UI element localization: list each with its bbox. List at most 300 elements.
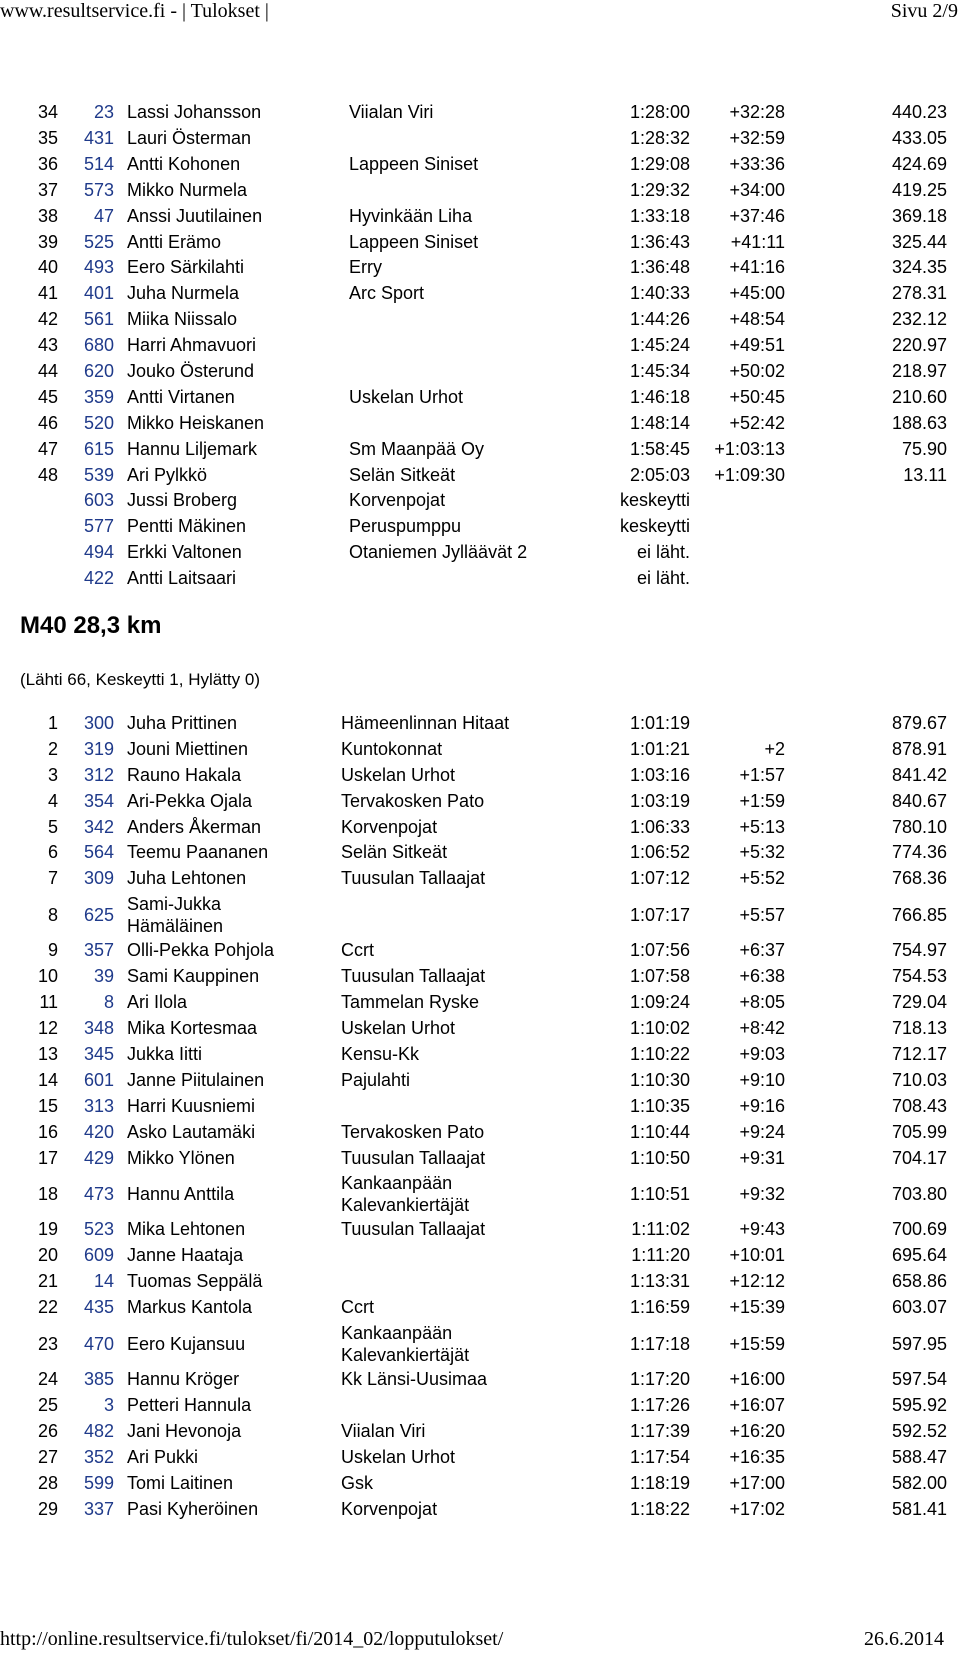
position-cell: 5 — [47, 817, 58, 837]
finish-time-cell: 2:05:03 — [629, 465, 690, 485]
finish-time-cell: keskeytti — [619, 516, 690, 536]
finish-time-cell: 1:28:00 — [629, 102, 690, 122]
club-cell: Lappeen Siniset — [349, 232, 479, 252]
points-cell: 433.05 — [891, 128, 947, 148]
bib-number-cell: 348 — [83, 1018, 114, 1038]
time-behind-cell: +16:20 — [729, 1421, 785, 1441]
time-behind-cell: +16:00 — [729, 1369, 785, 1389]
club-cell: Uskelan Urhot — [341, 1018, 456, 1038]
position-cell: 47 — [37, 439, 58, 459]
finish-time-cell: 1:13:31 — [629, 1271, 690, 1291]
athlete-name-cell: Erkki Valtonen — [127, 542, 242, 562]
finish-time-cell: 1:03:16 — [629, 765, 690, 785]
time-behind-cell: +5:32 — [739, 842, 785, 862]
time-behind-cell: +1:03:13 — [714, 439, 785, 459]
finish-time-cell: 1:10:51 — [629, 1184, 690, 1204]
points-cell: 729.04 — [891, 992, 947, 1012]
points-cell: 440.23 — [891, 102, 947, 122]
points-cell: 595.92 — [891, 1395, 947, 1415]
points-cell: 841.42 — [891, 765, 947, 785]
time-behind-cell: +41:16 — [729, 257, 785, 277]
athlete-name-cell: Harri Kuusniemi — [127, 1096, 256, 1116]
athlete-name-cell: Harri Ahmavuori — [127, 335, 257, 355]
club-cell: Selän Sitkeät — [349, 465, 456, 485]
bib-number-cell: 435 — [83, 1297, 114, 1317]
time-behind-cell: +2 — [764, 739, 785, 759]
bib-number-cell: 573 — [83, 180, 114, 200]
finish-time-cell: 1:10:30 — [629, 1070, 690, 1090]
athlete-name-cell: Juha Lehtonen — [127, 868, 247, 888]
time-behind-cell: +6:37 — [739, 940, 785, 960]
club-cell — [341, 1172, 469, 1216]
bib-number-cell: 577 — [83, 516, 114, 536]
time-behind-cell: +15:59 — [729, 1334, 785, 1354]
athlete-name-cell: Jukka Iitti — [127, 1044, 203, 1064]
bib-number-cell: 494 — [83, 542, 114, 562]
finish-time-cell: 1:58:45 — [629, 439, 690, 459]
position-cell: 9 — [47, 940, 58, 960]
athlete-name-cell: Tuomas Seppälä — [127, 1271, 263, 1291]
club-cell: Viialan Viri — [341, 1421, 426, 1441]
athlete-name-cell: Pasi Kyheröinen — [127, 1499, 259, 1519]
position-cell: 37 — [37, 180, 58, 200]
athlete-name-cell: Antti Laitsaari — [127, 568, 237, 588]
points-cell: 597.95 — [891, 1334, 947, 1354]
position-cell: 10 — [37, 966, 58, 986]
time-behind-cell: +10:01 — [729, 1245, 785, 1265]
time-behind-cell: +9:32 — [739, 1184, 785, 1204]
points-cell: 324.35 — [891, 257, 947, 277]
position-cell: 21 — [37, 1271, 58, 1291]
position-cell: 13 — [37, 1044, 58, 1064]
points-cell: 603.07 — [891, 1297, 947, 1317]
position-cell: 39 — [37, 232, 58, 252]
athlete-name-cell: Eero Särkilahti — [127, 257, 245, 277]
position-cell: 41 — [37, 283, 58, 303]
finish-time-cell: 1:36:43 — [629, 232, 690, 252]
time-behind-cell: +48:54 — [729, 309, 785, 329]
club-cell: Erry — [349, 257, 382, 277]
athlete-name-cell — [127, 893, 223, 937]
position-cell: 22 — [37, 1297, 58, 1317]
finish-time-cell: 1:17:18 — [629, 1334, 690, 1354]
club-cell: Kk Länsi-Uusimaa — [341, 1369, 488, 1389]
athlete-name-line-2: Hämäläinen — [127, 916, 224, 936]
bib-number-cell: 431 — [83, 128, 114, 148]
finish-time-cell: 1:10:02 — [629, 1018, 690, 1038]
club-cell: Gsk — [341, 1473, 374, 1493]
time-behind-cell: +9:43 — [739, 1219, 785, 1239]
club-cell: Pajulahti — [341, 1070, 411, 1090]
position-cell: 26 — [37, 1421, 58, 1441]
finish-time-cell: ei läht. — [636, 542, 690, 562]
points-cell: 218.97 — [891, 361, 947, 381]
club-cell: Sm Maanpää Oy — [349, 439, 485, 459]
bib-number-cell: 23 — [93, 102, 114, 122]
finish-time-cell: 1:03:19 — [629, 791, 690, 811]
time-behind-cell: +1:09:30 — [714, 465, 785, 485]
points-cell: 878.91 — [891, 739, 947, 759]
page-footer — [0, 1628, 960, 1654]
athlete-name-cell: Teemu Paananen — [127, 842, 269, 862]
points-cell: 582.00 — [891, 1473, 947, 1493]
bib-number-cell: 337 — [83, 1499, 114, 1519]
bib-number-cell: 357 — [83, 940, 114, 960]
athlete-name-cell: Ari Ilola — [127, 992, 188, 1012]
club-cell: Uskelan Urhot — [349, 387, 464, 407]
athlete-name-cell: Olli-Pekka Pohjola — [127, 940, 275, 960]
position-cell: 6 — [47, 842, 58, 862]
club-cell: Ccrt — [341, 940, 374, 960]
athlete-name-cell: Anssi Juutilainen — [127, 206, 263, 226]
club-cell: Tuusulan Tallaajat — [341, 868, 486, 888]
finish-time-cell: 1:40:33 — [629, 283, 690, 303]
bib-number-cell: 680 — [83, 335, 114, 355]
bib-number-cell: 609 — [83, 1245, 114, 1265]
position-cell: 42 — [37, 309, 58, 329]
finish-time-cell: 1:09:24 — [629, 992, 690, 1012]
club-cell: Selän Sitkeät — [341, 842, 448, 862]
points-cell: 708.43 — [891, 1096, 947, 1116]
position-cell: 45 — [37, 387, 58, 407]
points-cell: 754.53 — [891, 966, 947, 986]
club-cell: Korvenpojat — [349, 490, 446, 510]
bib-number-cell: 523 — [83, 1219, 114, 1239]
position-cell: 23 — [37, 1334, 58, 1354]
time-behind-cell: +17:02 — [729, 1499, 785, 1519]
points-cell: 13.11 — [903, 465, 947, 485]
athlete-name-cell: Mikko Heiskanen — [127, 413, 265, 433]
club-cell: Tuusulan Tallaajat — [341, 1148, 486, 1168]
finish-time-cell: 1:17:54 — [629, 1447, 690, 1467]
position-cell: 7 — [47, 868, 58, 888]
athlete-name-cell: Jussi Broberg — [127, 490, 238, 510]
points-cell: 754.97 — [891, 940, 947, 960]
athlete-name-cell: Juha Prittinen — [127, 713, 238, 733]
finish-time-cell: 1:10:50 — [629, 1148, 690, 1168]
athlete-name-cell: Antti Virtanen — [127, 387, 235, 407]
club-cell: Ccrt — [341, 1297, 374, 1317]
position-cell: 48 — [37, 465, 58, 485]
bib-number-cell: 3 — [103, 1395, 114, 1415]
bib-number-cell: 422 — [83, 568, 114, 588]
bib-number-cell: 385 — [83, 1369, 114, 1389]
time-behind-cell: +41:11 — [730, 232, 785, 252]
club-cell: Peruspumppu — [349, 516, 462, 536]
bib-number-cell: 601 — [83, 1070, 114, 1090]
time-behind-cell: +15:39 — [729, 1297, 785, 1317]
points-cell: 232.12 — [891, 309, 947, 329]
points-cell: 597.54 — [891, 1369, 947, 1389]
club-cell: Tervakosken Pato — [341, 1122, 485, 1142]
athlete-name-cell: Antti Kohonen — [127, 154, 241, 174]
club-cell: Arc Sport — [349, 283, 425, 303]
points-cell: 766.85 — [891, 905, 947, 925]
position-cell: 27 — [37, 1447, 58, 1467]
finish-time-cell: ei läht. — [636, 568, 690, 588]
position-cell: 46 — [37, 413, 58, 433]
time-behind-cell: +9:10 — [739, 1070, 785, 1090]
athlete-name-cell: Ari-Pekka Ojala — [127, 791, 253, 811]
bib-number-cell: 473 — [83, 1184, 114, 1204]
points-cell: 705.99 — [891, 1122, 947, 1142]
position-cell: 11 — [39, 992, 58, 1012]
time-behind-cell: +50:45 — [729, 387, 785, 407]
finish-time-cell: 1:17:39 — [629, 1421, 690, 1441]
bib-number-cell: 599 — [83, 1473, 114, 1493]
club-line-1: Kankaanpään — [341, 1173, 453, 1193]
bib-number-cell: 313 — [83, 1096, 114, 1116]
bib-number-cell: 354 — [83, 791, 114, 811]
athlete-name-cell: Jouko Österund — [127, 361, 255, 381]
position-cell: 38 — [37, 206, 58, 226]
athlete-name-cell: Juha Nurmela — [127, 283, 240, 303]
athlete-name-cell: Jouni Miettinen — [127, 739, 249, 759]
position-cell: 44 — [37, 361, 58, 381]
bib-number-cell: 300 — [83, 713, 114, 733]
finish-time-cell: 1:10:35 — [629, 1096, 690, 1116]
bib-number-cell: 493 — [83, 257, 114, 277]
club-line-1: Kankaanpään — [341, 1323, 453, 1343]
position-cell: 14 — [37, 1070, 58, 1090]
bib-number-cell: 564 — [83, 842, 114, 862]
athlete-name-cell: Miika Niissalo — [127, 309, 238, 329]
time-behind-cell: +9:31 — [739, 1148, 785, 1168]
points-cell: 768.36 — [891, 868, 947, 888]
finish-time-cell: 1:11:20 — [631, 1245, 690, 1265]
points-cell: 581.41 — [891, 1499, 947, 1519]
time-behind-cell: +9:16 — [739, 1096, 785, 1116]
finish-time-cell: 1:17:20 — [629, 1369, 690, 1389]
bib-number-cell: 345 — [83, 1044, 114, 1064]
athlete-name-cell: Jani Hevonoja — [127, 1421, 242, 1441]
position-cell: 20 — [37, 1245, 58, 1265]
position-cell: 43 — [37, 335, 58, 355]
time-behind-cell: +32:28 — [729, 102, 785, 122]
club-cell: Korvenpojat — [341, 817, 438, 837]
time-behind-cell: +9:24 — [739, 1122, 785, 1142]
club-cell: Kuntokonnat — [341, 739, 443, 759]
athlete-name-cell: Janne Haataja — [127, 1245, 244, 1265]
time-behind-cell: +5:13 — [739, 817, 785, 837]
time-behind-cell: +52:42 — [729, 413, 785, 433]
athlete-name-cell: Lassi Johansson — [127, 102, 262, 122]
time-behind-cell: +5:57 — [739, 905, 785, 925]
time-behind-cell: +33:36 — [729, 154, 785, 174]
page-header — [0, 0, 960, 26]
finish-time-cell: 1:28:32 — [629, 128, 690, 148]
position-cell: 15 — [37, 1096, 58, 1116]
athlete-name-cell: Ari Pylkkö — [127, 465, 208, 485]
time-behind-cell: +37:46 — [729, 206, 785, 226]
points-cell: 774.36 — [891, 842, 947, 862]
time-behind-cell: +5:52 — [739, 868, 785, 888]
bib-number-cell: 525 — [83, 232, 114, 252]
position-cell: 17 — [37, 1148, 58, 1168]
points-cell: 75.90 — [901, 439, 947, 459]
header-site: www.resultservice.fi - | Tulokset | — [0, 0, 269, 22]
finish-time-cell: 1:07:12 — [629, 868, 690, 888]
finish-time-cell: 1:44:26 — [629, 309, 690, 329]
bib-number-cell: 615 — [83, 439, 114, 459]
points-cell: 588.47 — [891, 1447, 947, 1467]
bib-number-cell: 319 — [83, 739, 114, 759]
points-cell: 710.03 — [891, 1070, 947, 1090]
time-behind-cell: +32:59 — [729, 128, 785, 148]
club-cell — [341, 1322, 469, 1366]
club-line-2: Kalevankiertäjät — [341, 1345, 470, 1365]
time-behind-cell: +16:07 — [729, 1395, 785, 1415]
bib-number-cell: 401 — [83, 283, 114, 303]
position-cell: 36 — [37, 154, 58, 174]
points-cell: 210.60 — [891, 387, 947, 407]
position-cell: 40 — [37, 257, 58, 277]
position-cell: 28 — [37, 1473, 58, 1493]
bib-number-cell: 342 — [83, 817, 114, 837]
points-cell: 220.97 — [891, 335, 947, 355]
bib-number-cell: 352 — [83, 1447, 114, 1467]
points-cell: 879.67 — [891, 713, 947, 733]
club-cell: Hämeenlinnan Hitaat — [341, 713, 510, 733]
athlete-name-cell: Anders Åkerman — [127, 817, 262, 837]
time-behind-cell: +16:35 — [729, 1447, 785, 1467]
bib-number-cell: 420 — [83, 1122, 114, 1142]
time-behind-cell: +17:00 — [729, 1473, 785, 1493]
athlete-name-cell: Petteri Hannula — [127, 1395, 252, 1415]
position-cell: 34 — [37, 102, 58, 122]
position-cell: 24 — [37, 1369, 58, 1389]
finish-time-cell: 1:07:56 — [629, 940, 690, 960]
finish-time-cell: 1:46:18 — [629, 387, 690, 407]
time-behind-cell: +1:59 — [739, 791, 785, 811]
club-cell: Tuusulan Tallaajat — [341, 1219, 486, 1239]
bib-number-cell: 312 — [83, 765, 114, 785]
finish-time-cell: 1:36:48 — [629, 257, 690, 277]
position-cell: 1 — [47, 713, 58, 733]
club-line-2: Kalevankiertäjät — [341, 1195, 470, 1215]
finish-time-cell: 1:45:34 — [629, 361, 690, 381]
bib-number-cell: 14 — [93, 1271, 114, 1291]
position-cell: 25 — [37, 1395, 58, 1415]
club-cell: Viialan Viri — [349, 102, 434, 122]
bib-number-cell: 520 — [83, 413, 114, 433]
club-cell: Tervakosken Pato — [341, 791, 485, 811]
time-behind-cell: +9:03 — [739, 1044, 785, 1064]
position-cell: 3 — [47, 765, 58, 785]
points-cell: 188.63 — [891, 413, 947, 433]
athlete-name-cell: Rauno Hakala — [127, 765, 242, 785]
bib-number-cell: 514 — [83, 154, 114, 174]
points-cell: 712.17 — [891, 1044, 947, 1064]
points-cell: 278.31 — [891, 283, 947, 303]
athlete-name-cell: Mika Lehtonen — [127, 1219, 246, 1239]
position-cell: 18 — [37, 1184, 58, 1204]
athlete-name-cell: Eero Kujansuu — [127, 1334, 246, 1354]
time-behind-cell: +12:12 — [729, 1271, 785, 1291]
athlete-name-cell: Markus Kantola — [127, 1297, 253, 1317]
bib-number-cell: 470 — [83, 1334, 114, 1354]
athlete-name-line-1: Sami-Jukka — [127, 894, 222, 914]
points-cell: 703.80 — [891, 1184, 947, 1204]
athlete-name-cell: Ari Pukki — [127, 1447, 199, 1467]
bib-number-cell: 625 — [83, 905, 114, 925]
bib-number-cell: 620 — [83, 361, 114, 381]
club-cell: Uskelan Urhot — [341, 1447, 456, 1467]
finish-time-cell: 1:18:19 — [629, 1473, 690, 1493]
section-summary: (Lähti 66, Keskeytti 1, Hylätty 0) — [20, 670, 260, 689]
finish-time-cell: 1:10:44 — [629, 1122, 690, 1142]
athlete-name-cell: Pentti Mäkinen — [127, 516, 247, 536]
points-cell: 695.64 — [891, 1245, 947, 1265]
finish-time-cell: 1:07:58 — [629, 966, 690, 986]
points-cell: 704.17 — [891, 1148, 947, 1168]
bib-number-cell: 429 — [83, 1148, 114, 1168]
athlete-name-cell: Mika Kortesmaa — [127, 1018, 258, 1038]
time-behind-cell: +8:05 — [739, 992, 785, 1012]
finish-time-cell: 1:33:18 — [629, 206, 690, 226]
athlete-name-cell: Janne Piitulainen — [127, 1070, 265, 1090]
points-cell: 780.10 — [891, 817, 947, 837]
position-cell: 8 — [47, 905, 58, 925]
points-cell: 840.67 — [891, 791, 947, 811]
athlete-name-cell: Mikko Nurmela — [127, 180, 248, 200]
club-cell: Uskelan Urhot — [341, 765, 456, 785]
club-cell: Tuusulan Tallaajat — [341, 966, 486, 986]
finish-time-cell: 1:06:33 — [629, 817, 690, 837]
athlete-name-cell: Lauri Österman — [127, 128, 252, 148]
footer-date: 26.6.2014 — [864, 1628, 944, 1650]
time-behind-cell: +45:00 — [729, 283, 785, 303]
club-cell: Korvenpojat — [341, 1499, 438, 1519]
position-cell: 35 — [37, 128, 58, 148]
footer-url: http://online.resultservice.fi/tulokset/fi/2014_02/lopputulokset/ — [0, 1628, 504, 1650]
position-cell: 29 — [37, 1499, 58, 1519]
position-cell: 2 — [47, 739, 58, 759]
finish-time-cell: 1:29:08 — [629, 154, 690, 174]
bib-number-cell: 39 — [93, 966, 114, 986]
points-cell: 592.52 — [891, 1421, 947, 1441]
finish-time-cell: 1:29:32 — [629, 180, 690, 200]
position-cell: 12 — [37, 1018, 58, 1038]
position-cell: 4 — [47, 791, 58, 811]
time-behind-cell: +1:57 — [739, 765, 785, 785]
club-cell: Kensu-Kk — [341, 1044, 420, 1064]
position-cell: 19 — [37, 1219, 58, 1239]
athlete-name-cell: Antti Erämo — [127, 232, 222, 252]
position-cell: 16 — [37, 1122, 58, 1142]
athlete-name-cell: Mikko Ylönen — [127, 1148, 235, 1168]
bib-number-cell: 47 — [93, 206, 114, 226]
finish-time-cell: 1:16:59 — [629, 1297, 690, 1317]
athlete-name-cell: Tomi Laitinen — [127, 1473, 234, 1493]
time-behind-cell: +6:38 — [739, 966, 785, 986]
club-cell: Tammelan Ryske — [341, 992, 480, 1012]
finish-time-cell: 1:07:17 — [629, 905, 690, 925]
athlete-name-cell: Sami Kauppinen — [127, 966, 260, 986]
athlete-name-cell: Hannu Liljemark — [127, 439, 258, 459]
athlete-name-cell: Hannu Anttila — [127, 1184, 235, 1204]
bib-number-cell: 539 — [83, 465, 114, 485]
finish-time-cell: 1:01:19 — [629, 713, 690, 733]
bib-number-cell: 309 — [83, 868, 114, 888]
time-behind-cell: +50:02 — [729, 361, 785, 381]
time-behind-cell: +34:00 — [729, 180, 785, 200]
points-cell: 424.69 — [891, 154, 947, 174]
finish-time-cell: 1:48:14 — [629, 413, 690, 433]
bib-number-cell: 482 — [83, 1421, 114, 1441]
finish-time-cell: keskeytti — [619, 490, 690, 510]
header-page-number: Sivu 2/9 — [890, 0, 958, 22]
